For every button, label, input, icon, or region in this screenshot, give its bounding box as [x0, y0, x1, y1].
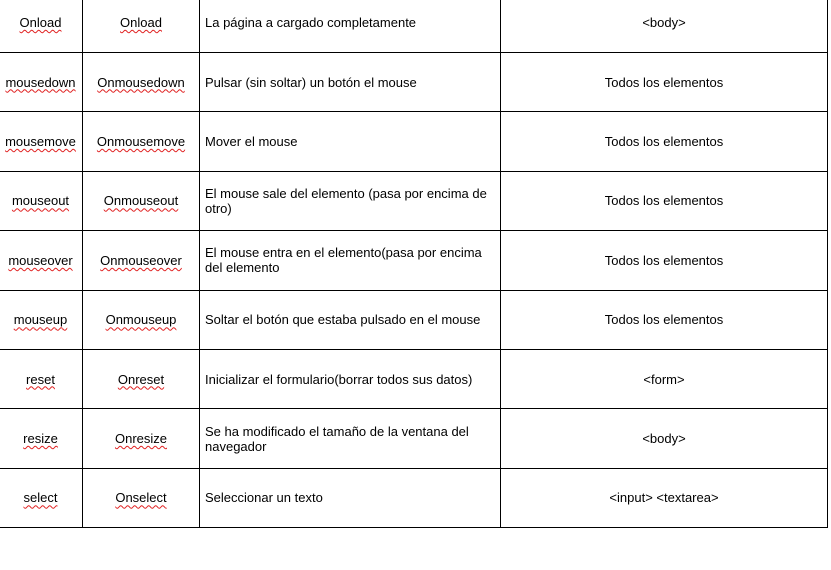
event-name-cell[interactable]: [0, 112, 83, 171]
description-cell[interactable]: [200, 171, 501, 230]
handler-name: Onload: [120, 15, 162, 30]
table-row: [0, 290, 828, 349]
elements: <body>: [642, 15, 686, 30]
event-name-cell[interactable]: [0, 290, 83, 349]
handler-name: Onmousedown: [97, 74, 185, 90]
description: El mouse entra en el elemento(pasa por encima del elemento: [205, 245, 482, 276]
elements: Todos los elementos: [604, 312, 724, 328]
event-name-cell[interactable]: [0, 468, 83, 527]
handler-cell[interactable]: [83, 171, 200, 230]
event-name: mouseout: [11, 193, 70, 209]
elements-cell[interactable]: [501, 0, 828, 53]
description-cell[interactable]: [200, 53, 501, 112]
elements: <input> <textarea>: [609, 490, 719, 506]
description-cell[interactable]: [200, 0, 501, 53]
event-name-cell[interactable]: [0, 171, 83, 230]
elements-cell[interactable]: [501, 290, 828, 349]
table-row: [0, 231, 828, 290]
handler-name: Onselect: [115, 490, 167, 506]
table-row: [0, 349, 828, 408]
elements: <body>: [642, 431, 686, 447]
event-name: mousemove: [5, 134, 76, 150]
table-row: [0, 112, 828, 171]
event-name-cell[interactable]: [0, 349, 83, 408]
event-name: select: [23, 490, 58, 506]
elements-cell[interactable]: [501, 112, 828, 171]
elements-cell[interactable]: [501, 53, 828, 112]
description: Mover el mouse: [205, 134, 298, 150]
event-name: mouseover: [8, 252, 73, 268]
table-row: [0, 0, 828, 53]
description-cell[interactable]: [200, 290, 501, 349]
event-name-cell[interactable]: [0, 231, 83, 290]
elements-cell[interactable]: [501, 409, 828, 468]
description: Pulsar (sin soltar) un botón el mouse: [205, 74, 417, 90]
event-name: Onload: [19, 15, 62, 30]
description: La página a cargado completamente: [205, 15, 417, 30]
handler-cell[interactable]: [83, 349, 200, 408]
event-name-cell[interactable]: [0, 0, 83, 53]
description-cell[interactable]: [200, 349, 501, 408]
handler-name: Onreset: [117, 371, 165, 387]
table-row: [0, 409, 828, 468]
handler-cell[interactable]: [83, 468, 200, 527]
event-name: resize: [23, 431, 58, 447]
description: Soltar el botón que estaba pulsado en el mouse: [205, 312, 481, 328]
handler-cell[interactable]: [83, 409, 200, 468]
description: El mouse sale del elemento (pasa por encima de otro): [205, 185, 487, 216]
handler-cell[interactable]: [83, 0, 200, 53]
handler-cell[interactable]: [83, 53, 200, 112]
description: Seleccionar un texto: [205, 490, 323, 506]
elements: Todos los elementos: [604, 252, 724, 268]
event-name: mousedown: [5, 74, 76, 90]
description-cell[interactable]: [200, 112, 501, 171]
elements: Todos los elementos: [604, 74, 724, 90]
description-cell[interactable]: [200, 231, 501, 290]
elements-cell[interactable]: [501, 171, 828, 230]
elements-cell[interactable]: [501, 349, 828, 408]
elements-cell[interactable]: [501, 468, 828, 527]
handler-name: Onmouseout: [103, 193, 179, 209]
handler-cell[interactable]: [83, 112, 200, 171]
event-name: reset: [26, 371, 55, 387]
table-row: [0, 171, 828, 230]
elements: <form>: [643, 371, 685, 387]
description: Inicializar el formulario(borrar todos sus datos): [205, 371, 473, 387]
elements: Todos los elementos: [604, 193, 724, 209]
table-row: [0, 468, 828, 527]
description-cell[interactable]: [200, 409, 501, 468]
handler-name: Onmouseup: [105, 312, 177, 328]
handler-name: Onmouseover: [100, 252, 182, 268]
event-name-cell[interactable]: [0, 53, 83, 112]
description-cell[interactable]: [200, 468, 501, 527]
elements: Todos los elementos: [604, 134, 724, 150]
event-name: mouseup: [13, 312, 68, 328]
table-row: [0, 53, 828, 112]
handler-name: Onmousemove: [96, 134, 186, 150]
elements-cell[interactable]: [501, 231, 828, 290]
handler-cell[interactable]: [83, 290, 200, 349]
handler-cell[interactable]: [83, 231, 200, 290]
description: Se ha modificado el tamaño de la ventana del navegador: [205, 423, 469, 454]
handler-name: Onresize: [114, 431, 168, 447]
event-name-cell[interactable]: [0, 409, 83, 468]
